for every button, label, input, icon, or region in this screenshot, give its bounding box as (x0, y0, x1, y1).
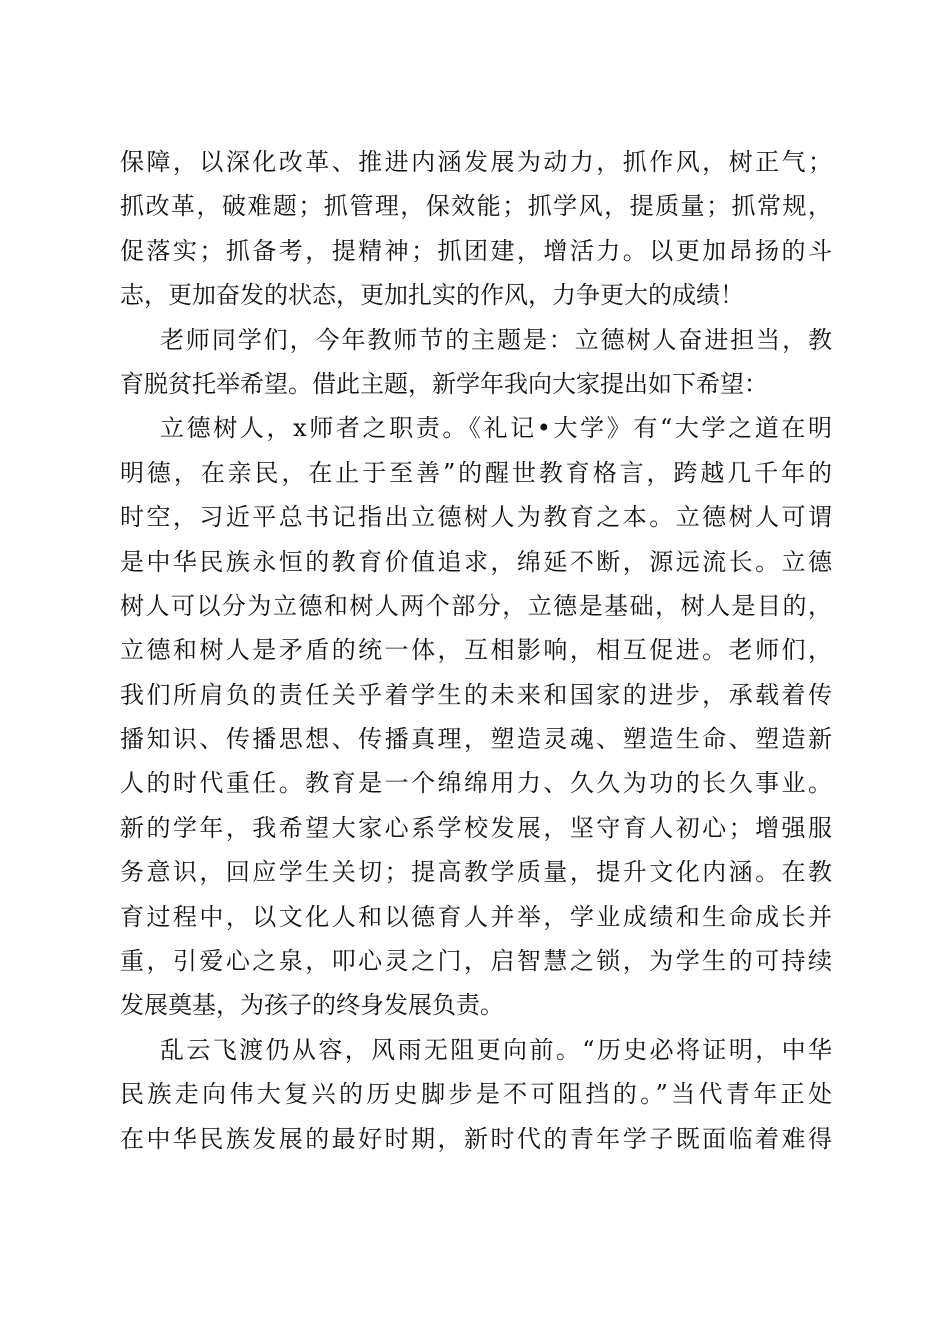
text-line: 是中华民族永恒的教育价值追求，绵延不断，源远流长。立德 (120, 547, 832, 576)
text-line: 时空，习近平总书记指出立德树人为教育之本。立德树人可谓 (120, 503, 832, 532)
text-line: 重，引爱心之泉，叩心灵之门，启智慧之锁，为学生的可持续 (120, 947, 832, 976)
text-line: 树人可以分为立德和树人两个部分，立德是基础，树人是目的， (120, 591, 832, 620)
text-line: 民族走向伟大复兴的历史脚步是不可阻挡的。”当代青年正处 (120, 1080, 832, 1109)
text-line: 新的学年，我希望大家心系学校发展，坚守育人初心；增强服 (120, 813, 832, 842)
text-line: 明德，在亲民，在止于至善”的醒世教育格言，跨越几千年的 (120, 458, 832, 487)
text-line: 育过程中，以文化人和以德育人并举，学业成绩和生命成长并 (120, 902, 832, 931)
text-line: 立德和树人是矛盾的统一体，互相影响，相互促进。老师们， (120, 636, 832, 665)
text-line: 播知识、传播思想、传播真理，塑造灵魂、塑造生命、塑造新 (120, 725, 832, 754)
text-line: 促落实；抓备考，提精神；抓团建，增活力。以更加昂扬的斗 (120, 236, 832, 265)
text-line: 抓改革，破难题；抓管理，保效能；抓学风，提质量；抓常规， (120, 192, 832, 221)
text-line: 人的时代重任。教育是一个绵绵用力、久久为功的长久事业。 (120, 769, 832, 798)
body-text (120, 140, 832, 1161)
text-line: 老师同学们，今年教师节的主题是：立德树人奋进担当，教 (160, 325, 832, 354)
text-line: 立德树人，x师者之职责。《礼记•大学》有“大学之道在明 (160, 414, 832, 443)
text-line: 志，更加奋发的状态，更加扎实的作风，力争更大的成绩！ (120, 281, 744, 310)
text-line: 发展奠基，为孩子的终身发展负责。 (120, 991, 504, 1020)
text-line: 保障，以深化改革、推进内涵发展为动力，抓作风，树正气； (120, 148, 832, 176)
text-line: 育脱贫托举希望。借此主题，新学年我向大家提出如下希望： (120, 369, 768, 398)
text-line: 我们所肩负的责任关乎着学生的未来和国家的进步，承载着传 (120, 680, 832, 709)
text-line: 乱云飞渡仍从容，风雨无阻更向前。“历史必将证明，中华 (160, 1035, 832, 1064)
text-line: 务意识，回应学生关切；提高教学质量，提升文化内涵。在教 (120, 858, 832, 887)
text-line: 在中华民族发展的最好时期，新时代的青年学子既面临着难得 (120, 1124, 832, 1153)
